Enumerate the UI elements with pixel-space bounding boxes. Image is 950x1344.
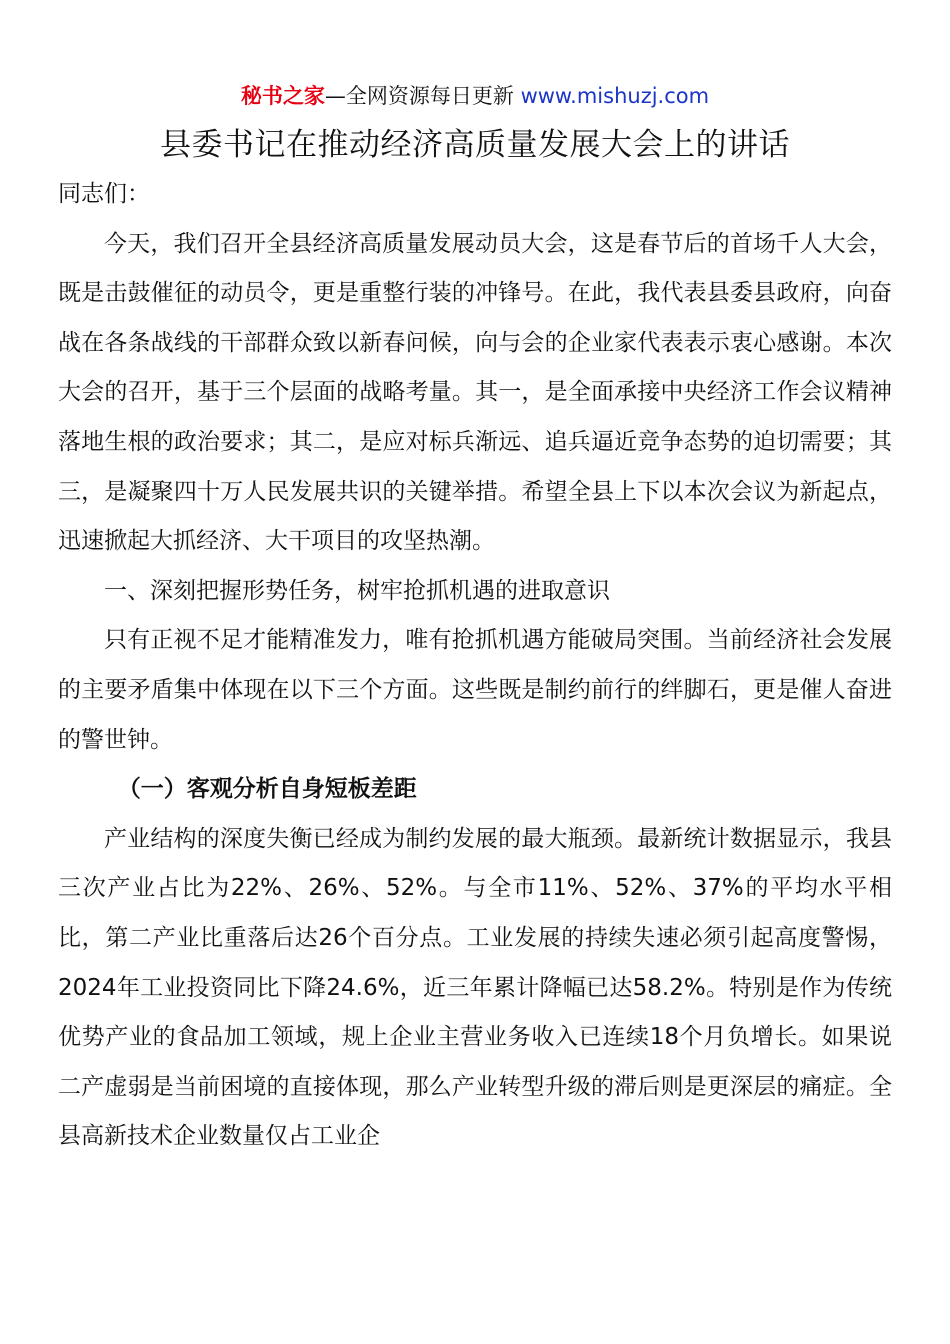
subsection-heading-1: （一）客观分析自身短板差距 — [117, 776, 417, 803]
paragraph-situation: 只有正视不足才能精准发力，唯有抢抓机遇方能破局突围。当前经济社会发展的主要矛盾集中体现在以下三个方面。这些既是制约前行的绊脚石，更是催人奋进的警世钟。 — [58, 627, 892, 753]
paragraph-industry-structure: 产业结构的深度失衡已经成为制约发展的最大瓶颈。最新统计数据显示，我县三次产业占比为22%、26%、52%。与全市11%、52%、37%的平均水平相比，第二产业比重落后达26个百分点。工业发展的持续失速必须引起高度警惕，2024年工业投资同比下降24.6%，近三年累计降幅已达58.2%。特别是作为传统优势产业的食品加工领域，规上企业主营业务收入已连续18个月负增长。如果说二产虚弱是当前困境的直接体现，那么产业转型升级的滞后则是更深层的痛症。全县高新技术企业数量仅占工业企 — [58, 825, 892, 1150]
paragraph-opening: 今天，我们召开全县经济高质量发展动员大会，这是春节后的首场千人大会，既是击鼓催征的动员令，更是重整行装的冲锋号。在此，我代表县委县政府，向奋战在各条战线的干部群众致以新春问候，向与会的企业家代表表示衷心感谢。本次大会的召开，基于三个层面的战略考量。其一，是全面承接中央经济工作会议精神落地生根的政治要求；其二，是应对标兵渐远、追兵逼近竞争态势的迫切需要；其三，是凝聚四十万人民发展共识的关键举措。希望全县上下以本次会议为新起点，迅速掀起大抓经济、大干项目的攻坚热潮。 — [58, 230, 892, 555]
section-heading-1: 一、深刻把握形势任务，树牢抢抓机遇的进取意识 — [104, 577, 610, 604]
document-body — [58, 170, 892, 1162]
site-url-link[interactable]: www.mishuzj.com — [520, 84, 710, 108]
site-header — [0, 80, 950, 112]
brand-name: 秘书之家 — [240, 84, 325, 108]
document-title: 县委书记在推动经济高质量发展大会上的讲话 — [160, 127, 790, 163]
salutation: 同志们： — [58, 181, 150, 207]
header-tagline: —全网资源每日更新 — [324, 84, 521, 108]
